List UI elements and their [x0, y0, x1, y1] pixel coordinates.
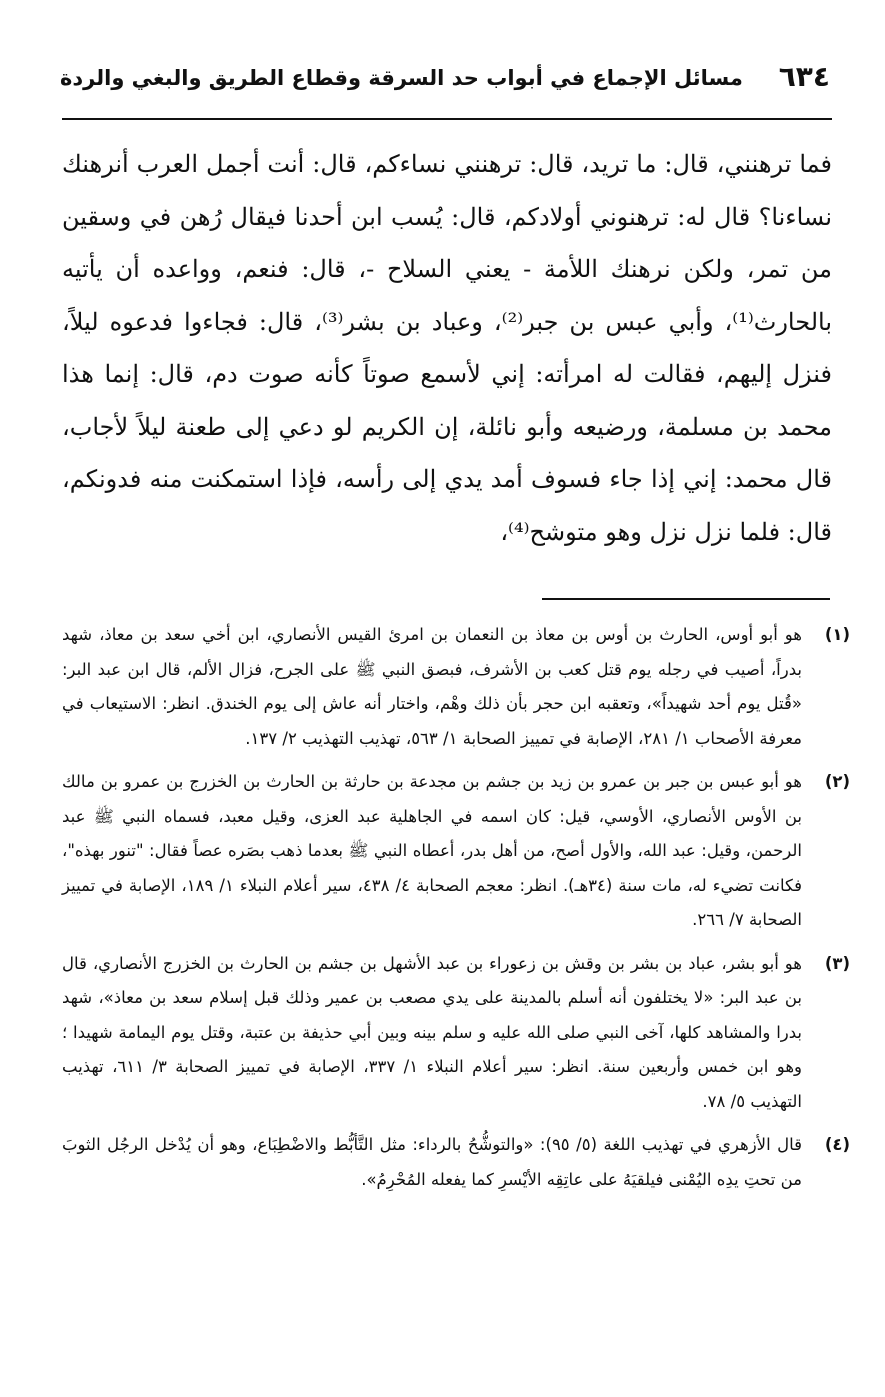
footnote-4 — [62, 1128, 850, 1197]
footnote-number: (١) — [824, 625, 850, 644]
page-header — [60, 52, 830, 112]
footnote-text: هو أبو عبس بن جبر بن عمرو بن زيد بن جشم بن مجدعة بن حارثة بن الحارث بن الخزرج بن عمرو بن مالك بن الأوس الأنصاري، الأوسي، قيل: كان اسمه في الجاهلية عبد العزى، وقيل معبد، فسماه النبي ﷺ عبد الرحمن، وقيل: عبد الله، والأول أصح، من أهل بدر، أعطاه النبي ﷺ بعدما ذهب بصَره عصاً فقال: "تنور بهذه"، فكانت تضيء له، مات سنة (٣٤هـ). انظر: معجم الصحابة ٤/ ٤٣٨، سير أعلام النبلاء ١/ ١٨٩، الإصابة في تمييز الصحابة ٧/ ٢٦٦. — [62, 772, 802, 929]
footnote-2 — [62, 765, 850, 938]
footnote-number: (٣) — [824, 953, 850, 973]
footnote-3 — [62, 947, 850, 1120]
running-title: مسائل الإجماع في أبواب حد السرقة وقطاع الطريق والبغي والردة — [60, 66, 743, 90]
header-rule — [62, 118, 832, 120]
footnote-separator — [542, 598, 830, 600]
main-text — [62, 138, 832, 558]
footnote-text: هو أبو أوس، الحارث بن أوس بن معاذ بن النعمان بن امرئ القيس الأنصاري، ابن أخي سعد بن معاذ، شهد بدراً، أصيب في رجله يوم قتل كعب بن الأشرف، فبصق النبي ﷺ على الجرح، فزال الألم، قال ابن عبد البر: «قُتل يوم أحد شهيداً»، وتعقبه ابن حجر بأن ذلك وهْم، واختار أنه عاش إلى يوم الخندق. انظر: الاستيعاب في معرفة الأصحاب ١/ ٢٨١، الإصابة في تمييز الصحابة ١/ ٥٦٣، تهذيب التهذيب ٢/ ١٣٧. — [62, 625, 802, 748]
footnote-1 — [62, 618, 850, 756]
footnotes — [62, 618, 850, 1206]
footnote-number: (٤) — [824, 1135, 850, 1154]
page-number: ٦٣٤ — [778, 60, 830, 93]
footnote-text: هو أبو بشر، عباد بن بشر بن وقش بن زعوراء بن عبد الأشهل بن جشم بن الحارث بن الخزرج الأنصاري، قال بن عبد البر: «لا يختلفون أنه أسلم بالمدينة على يدي مصعب بن عمير وذلك قبل إسلام سعد بن معاذ»، شهد بدرا والمشاهد كلها، آخى النبي صلى الله عليه و سلم بينه وبين أبي حذيفة بن عتبة، وقتل يوم اليمامة شهيدا ؛ وهو ابن خمس وأربعين سنة. انظر: سير أعلام النبلاء ١/ ٣٣٧، الإصابة في تمييز الصحابة ٣/ ٦١١، تهذيب التهذيب ٥/ ٧٨. — [62, 953, 802, 1111]
main-paragraph: فما ترهنني، قال: ما تريد، قال: ترهنني نساءكم، قال: أنت أجمل العرب أنرهنك نساءنا؟ قال له: ترهنوني أولادكم، قال: يُسب ابن أحدنا فيقال رُهن في وسقين من تمر، ولكن نرهنك اللأمة - يعني السلاح -، قال: فنعم، وواعده أن يأتيه بالحارث⁽¹⁾، وأبي عبس بن جبر⁽²⁾، وعباد بن بشر⁽³⁾، قال: فجاءوا فدعوه ليلاً، فنزل إليهم، فقالت له امرأته: إني لأسمع صوتاً كأنه صوت دم، قال: إنما هذا محمد بن مسلمة، ورضيعه وأبو نائلة، إن الكريم لو دعي إلى طعنة ليلاً لأجاب، قال محمد: إني إذا جاء فسوف أمد يدي إلى رأسه، فإذا استمكنت منه فدونكم، قال: فلما نزل نزل وهو متوشح⁽⁴⁾، — [62, 150, 833, 546]
footnote-number: (٢) — [824, 772, 850, 791]
footnote-text: قال الأزهري في تهذيب اللغة (٥/ ٩٥): «والتوشُّحُ بالرداء: مثل التَّأبُّط والاضْطِبَاع، وهو أن يُدْخل الرجُل الثوبَ من تحتِ يدِه اليُمْنى فيلقيَهُ على عاتِقِه الأيْسرِ كما يفعله المُحْرِمُ». — [62, 1135, 803, 1189]
